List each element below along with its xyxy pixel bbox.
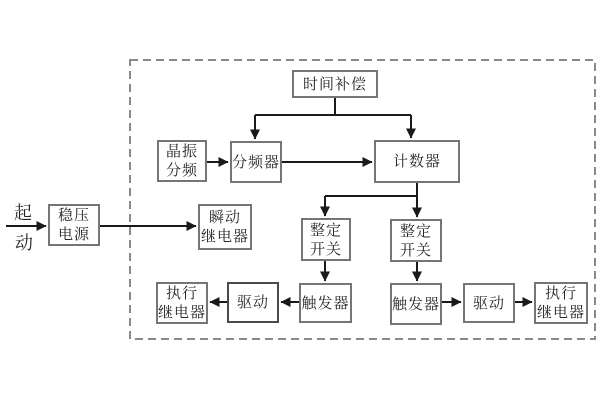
- box-frequency-divider-label: 分频器: [232, 153, 281, 171]
- box-counter-label: 计数器: [392, 153, 441, 170]
- box-trigger-left: [299, 283, 352, 323]
- box-setting-switch-left: [301, 218, 351, 261]
- box-trigger-right: [390, 283, 442, 325]
- box-setting-switch-right-label: 整定 开关: [399, 222, 432, 259]
- box-instant-relay-label: 瞬动 继电器: [200, 209, 249, 245]
- box-counter: [374, 140, 460, 183]
- box-crystal-divider: [157, 140, 207, 182]
- box-exec-relay-right: [534, 282, 588, 324]
- start-label-line1: 起: [14, 203, 32, 223]
- box-setting-switch-left-label: 整定 开关: [309, 221, 342, 258]
- connectors: [6, 98, 532, 302]
- box-frequency-divider: [230, 141, 282, 183]
- box-power-supply: [48, 204, 100, 246]
- box-power-supply-label: 稳压 电源: [57, 207, 90, 243]
- box-drive-right-label: 驱动: [472, 294, 505, 312]
- box-drive-left: [227, 282, 279, 323]
- box-drive-left-label: 驱动: [236, 294, 269, 311]
- box-instant-relay: [198, 204, 252, 250]
- box-setting-switch-right: [390, 219, 442, 262]
- box-exec-relay-left: [156, 282, 208, 324]
- box-drive-right: [463, 283, 515, 323]
- box-trigger-left-label: 触发器: [301, 294, 350, 312]
- box-exec-relay-left-label: 执行 继电器: [158, 285, 207, 321]
- box-crystal-divider-label: 晶振 分频: [165, 143, 198, 179]
- box-trigger-right-label: 触发器: [392, 295, 441, 313]
- box-time-compensation-label: 时间补偿: [302, 75, 367, 93]
- box-time-compensation: [292, 70, 378, 98]
- start-label-line2: 动: [15, 233, 33, 253]
- box-exec-relay-right-label: 执行 继电器: [536, 285, 585, 321]
